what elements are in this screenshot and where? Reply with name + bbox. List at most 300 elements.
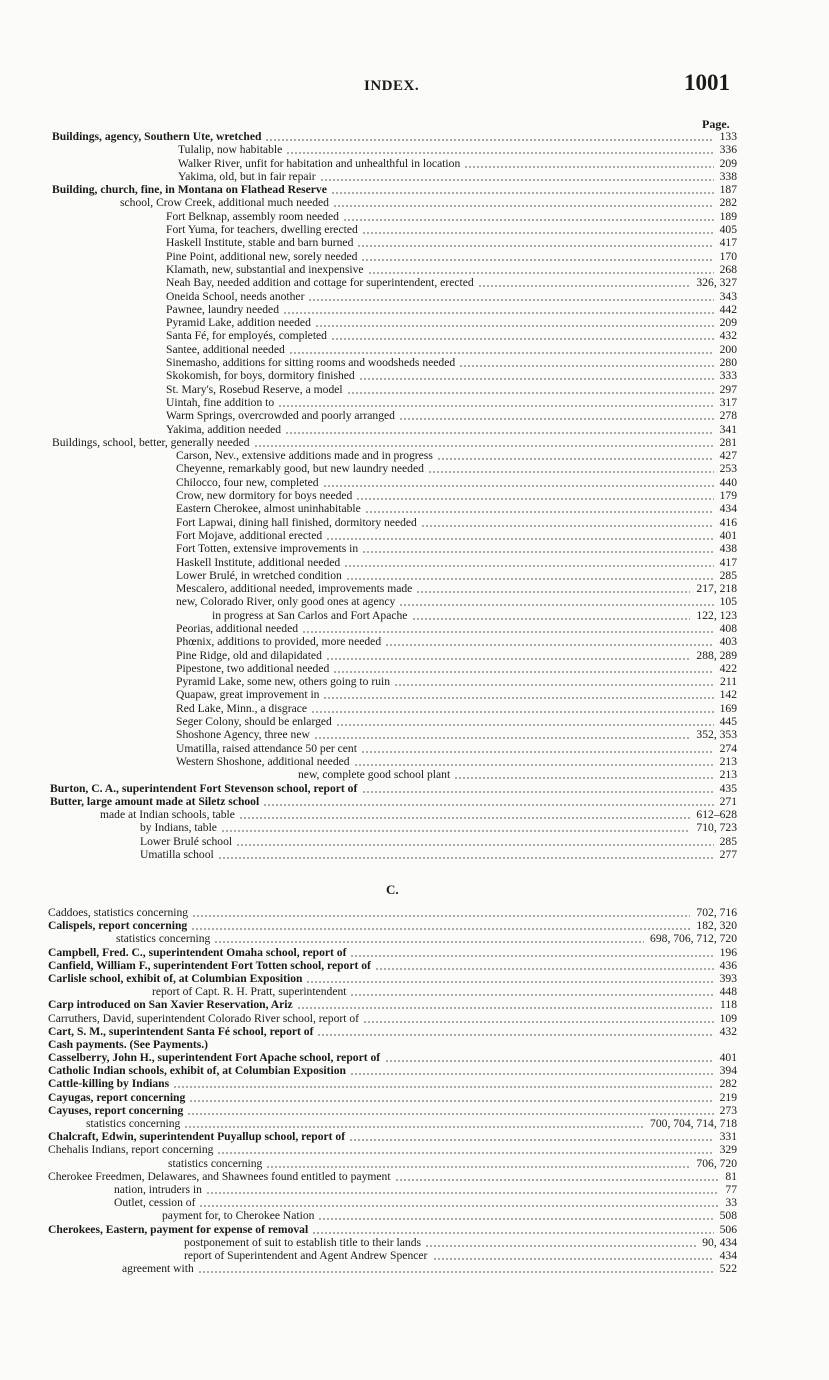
entry-text: Catholic Indian schools, exhibit of, at Columbian Exposition	[48, 1064, 346, 1078]
index-entry	[0, 476, 829, 489]
entry-text: Santee, additional needed	[166, 342, 285, 356]
entry-page-number: 282	[719, 1077, 737, 1091]
entry-text: Calispels, report concerning	[48, 919, 188, 933]
entry-text: Chalcraft, Edwin, superintendent Puyallup school, report of	[48, 1130, 346, 1144]
leader-dots	[437, 458, 714, 460]
leader-dots	[326, 538, 713, 540]
index-entry	[0, 130, 829, 143]
leader-dots	[184, 1126, 644, 1128]
index-entry	[0, 1104, 829, 1117]
entry-text: Shoshone Agency, three new	[176, 728, 310, 742]
entry-text: Western Shoshone, additional needed	[176, 754, 350, 768]
entry-text: Cherokee Freedmen, Delawares, and Shawnees found entitled to payment	[48, 1169, 391, 1183]
index-entry	[0, 848, 829, 861]
entry-text: Quapaw, great improvement in	[176, 688, 320, 702]
entry-text: Mescalero, additional needed, improvements made	[176, 582, 413, 596]
entry-text: Fort Totten, extensive improvements in	[176, 542, 359, 556]
leader-dots	[315, 325, 714, 327]
index-entry	[0, 263, 829, 276]
entry-text: agreement with	[122, 1262, 194, 1276]
leader-dots	[221, 830, 690, 832]
entry-page-number: 253	[719, 462, 737, 476]
leader-dots	[239, 817, 691, 819]
page-header	[0, 70, 829, 100]
index-entry	[0, 1117, 829, 1130]
entry-page-number: 422	[719, 661, 737, 675]
entry-text: postponement of suit to establish title to their lands	[184, 1235, 421, 1249]
index-entry	[0, 1130, 829, 1143]
entry-text: made at Indian schools, table	[100, 808, 235, 822]
entry-text: Chehalis Indians, report concerning	[48, 1143, 214, 1157]
leader-dots	[333, 205, 714, 207]
leader-dots	[368, 272, 714, 274]
index-entry	[0, 449, 829, 462]
entry-page-number: 282	[719, 196, 737, 210]
entry-page-number: 200	[719, 342, 737, 356]
entry-text: Skokomish, for boys, dormitory finished	[166, 369, 355, 383]
entry-page-number: 326, 327	[696, 276, 737, 290]
index-entry	[0, 1262, 829, 1275]
leader-dots	[317, 1034, 713, 1036]
leader-dots	[314, 737, 690, 739]
leader-dots	[318, 1218, 713, 1220]
entry-page-number: 417	[719, 555, 737, 569]
entry-page-number: 710, 723	[696, 821, 737, 835]
section-heading-c: C.	[386, 882, 399, 897]
leader-dots	[306, 981, 713, 983]
entry-page-number: 329	[719, 1143, 737, 1157]
entry-page-number: 187	[719, 183, 737, 197]
entry-text: nation, intruders in	[114, 1182, 202, 1196]
index-entry	[0, 635, 829, 648]
index-entry	[0, 196, 829, 209]
entry-text: Pyramid Lake, addition needed	[166, 316, 311, 330]
leader-dots	[206, 1192, 720, 1194]
entry-text: Pipestone, two additional needed	[176, 661, 330, 675]
entry-text: Buildings, school, better, generally needed	[52, 435, 250, 449]
leader-dots	[336, 724, 714, 726]
leader-dots	[375, 968, 713, 970]
entry-page-number: 273	[719, 1103, 737, 1117]
leader-dots	[394, 684, 714, 686]
leader-dots	[399, 418, 714, 420]
index-entry	[0, 972, 829, 985]
entry-text: Haskell Institute, stable and barn burned	[166, 236, 354, 250]
running-title: INDEX.	[364, 78, 420, 94]
entry-text: Eastern Cherokee, almost uninhabitable	[176, 502, 361, 516]
entry-page-number: 434	[719, 502, 737, 516]
entry-page-number: 33	[725, 1196, 737, 1210]
index-entry	[0, 946, 829, 959]
index-entry	[0, 609, 829, 622]
entry-page-number: 432	[719, 1024, 737, 1038]
entry-page-number: 331	[719, 1130, 737, 1144]
leader-dots	[350, 994, 713, 996]
leader-dots	[312, 1232, 713, 1234]
leader-dots	[454, 777, 713, 779]
entry-page-number: 438	[719, 542, 737, 556]
entry-page-number: 317	[719, 395, 737, 409]
leader-dots	[421, 525, 714, 527]
index-entry	[0, 688, 829, 701]
index-entry	[0, 919, 829, 932]
entry-page-number: 219	[719, 1090, 737, 1104]
leader-dots	[189, 1100, 713, 1102]
entry-page-number: 196	[719, 945, 737, 959]
index-entry	[0, 183, 829, 196]
entry-text: in progress at San Carlos and Fort Apache	[212, 608, 408, 622]
leader-dots	[354, 764, 714, 766]
leader-dots	[395, 1179, 720, 1181]
entry-text: Carruthers, David, superintendent Colorado River school, report of	[48, 1011, 360, 1025]
leader-dots	[349, 1139, 714, 1141]
leader-dots	[365, 511, 714, 513]
entry-text: Cash payments. (See Payments.)	[48, 1037, 209, 1051]
leader-dots	[214, 941, 644, 943]
entry-page-number: 338	[719, 169, 737, 183]
entry-text: Fort Mojave, additional erected	[176, 528, 323, 542]
leader-dots	[385, 1060, 714, 1062]
entry-text: statistics concerning	[86, 1117, 181, 1130]
entry-text: Pyramid Lake, some new, others going to ruin	[176, 675, 391, 689]
entry-text: Carson, Nev., extensive additions made and in progress	[176, 449, 433, 463]
index-entry	[0, 343, 829, 356]
leader-dots	[173, 1086, 713, 1088]
index-entry	[0, 595, 829, 608]
entry-page-number: 274	[719, 741, 737, 755]
index-entry	[0, 423, 829, 436]
leader-dots	[198, 1271, 714, 1273]
entry-page-number: 285	[719, 834, 737, 848]
index-entry	[0, 1209, 829, 1222]
entry-text: Walker River, unfit for habitation and unhealthful in location	[178, 156, 461, 170]
leader-dots	[362, 791, 714, 793]
leader-dots	[331, 192, 714, 194]
entry-page-number: 341	[719, 422, 737, 436]
index-entry	[0, 556, 829, 569]
leader-dots	[263, 804, 713, 806]
entry-page-number: 278	[719, 409, 737, 423]
entry-text: Cayugas, report concerning	[48, 1090, 186, 1104]
index-entry	[0, 1038, 829, 1051]
leader-dots	[191, 928, 690, 930]
entry-page-number: 182, 320	[696, 919, 737, 933]
index-entry	[0, 157, 829, 170]
index-entry	[0, 1143, 829, 1156]
entry-text: Sinemasho, additions for sitting rooms and woodsheds needed	[166, 356, 456, 370]
entry-page-number: 416	[719, 515, 737, 529]
entry-page-number: 522	[719, 1262, 737, 1276]
entry-text: payment for, to Cherokee Nation	[162, 1209, 315, 1223]
leader-dots	[265, 139, 713, 141]
entry-page-number: 401	[719, 528, 737, 542]
leader-dots	[416, 591, 690, 593]
entry-page-number: 448	[719, 985, 737, 999]
index-entry	[0, 662, 829, 675]
index-entry	[0, 959, 829, 972]
entry-page-number: 142	[719, 688, 737, 702]
entry-page-number: 403	[719, 635, 737, 649]
index-entry	[0, 1157, 829, 1170]
page-number: 1001	[684, 70, 730, 95]
entry-page-number: 189	[719, 209, 737, 223]
index-entry	[0, 1025, 829, 1038]
entry-text: new, Colorado River, only good ones at agency	[176, 595, 396, 609]
entry-text: Neah Bay, needed addition and cottage for superintendent, erected	[166, 276, 474, 290]
leader-dots	[412, 618, 690, 620]
entry-page-number: 508	[719, 1209, 737, 1223]
index-entry	[0, 329, 829, 342]
leader-dots	[311, 711, 714, 713]
index-entry	[0, 1091, 829, 1104]
entry-page-number: 401	[719, 1051, 737, 1065]
entry-page-number: 288, 289	[696, 648, 737, 662]
index-entry	[0, 1196, 829, 1209]
index-entry	[0, 170, 829, 183]
entry-page-number: 77	[725, 1182, 737, 1196]
index-entry	[0, 932, 829, 945]
entry-page-number: 268	[719, 262, 737, 276]
entry-page-number: 417	[719, 236, 737, 250]
entry-page-number: 405	[719, 223, 737, 237]
entry-page-number: 436	[719, 958, 737, 972]
entry-text: Umatilla, raised attendance 50 per cent	[176, 741, 357, 755]
index-entry	[0, 1077, 829, 1090]
entry-text: St. Mary's, Rosebud Reserve, a model	[166, 382, 343, 396]
index-entry	[0, 396, 829, 409]
entry-text: Pine Ridge, old and dilapidated	[176, 648, 322, 662]
entry-page-number: 333	[719, 369, 737, 383]
entry-page-number: 427	[719, 449, 737, 463]
leader-dots	[346, 578, 714, 580]
leader-dots	[283, 312, 714, 314]
entry-text: Cart, S. M., superintendent Santa Fé school, report of	[48, 1024, 314, 1038]
index-entry	[0, 529, 829, 542]
entry-text: Lower Brulé school	[140, 834, 233, 848]
entry-text: Seger Colony, should be enlarged	[176, 715, 332, 729]
leader-dots	[218, 857, 714, 859]
entry-page-number: 133	[719, 130, 737, 143]
index-entry	[0, 808, 829, 821]
index-entry	[0, 409, 829, 422]
entry-page-number: 213	[719, 768, 737, 782]
leader-dots	[187, 1113, 713, 1115]
leader-dots	[347, 392, 714, 394]
index-entry	[0, 210, 829, 223]
entry-page-number: 440	[719, 475, 737, 489]
index-entry	[0, 728, 829, 741]
entry-text: Cherokees, Eastern, payment for expense of removal	[48, 1222, 309, 1236]
entry-text: Pine Point, additional new, sorely needed	[166, 249, 358, 263]
index-entry	[0, 502, 829, 515]
leader-dots	[385, 644, 713, 646]
entry-text: Yakima, addition needed	[166, 422, 282, 436]
index-entry	[0, 742, 829, 755]
leader-dots	[356, 498, 713, 500]
leader-dots	[399, 604, 713, 606]
entry-text: by Indians, table	[140, 821, 217, 835]
leader-dots	[361, 259, 713, 261]
index-entry	[0, 755, 829, 768]
entry-text: Canfield, William F., superintendent Fort Totten school, report of	[48, 958, 371, 972]
entry-text: Phœnix, additions to provided, more needed	[176, 635, 382, 649]
index-entry	[0, 369, 829, 382]
entry-page-number: 271	[719, 794, 737, 808]
leader-dots	[433, 1258, 714, 1260]
leader-dots	[323, 485, 714, 487]
entry-page-number: 105	[719, 595, 737, 609]
leader-dots	[350, 1073, 714, 1075]
entry-text: Santa Fé, for employés, completed	[166, 329, 327, 343]
entry-text: Fort Lapwai, dining hall finished, dormitory needed	[176, 515, 417, 529]
index-entry	[0, 675, 829, 688]
index-entry	[0, 1223, 829, 1236]
leader-dots	[361, 751, 714, 753]
entry-page-number: 612–628	[696, 808, 737, 822]
entry-text: Klamath, new, substantial and inexpensive	[166, 262, 364, 276]
leader-dots	[278, 405, 713, 407]
entry-page-number: 394	[719, 1064, 737, 1078]
entry-text: Buildings, agency, Southern Ute, wretched	[52, 130, 262, 143]
index-entry	[0, 998, 829, 1011]
index-entry	[0, 835, 829, 848]
entry-text: Fort Yuma, for teachers, dwelling erected	[166, 223, 358, 237]
entry-text: Chilocco, four new, completed	[176, 475, 319, 489]
index-entry	[0, 702, 829, 715]
index-entry	[0, 489, 829, 502]
entry-text: Casselberry, John H., superintendent Fort Apache school, report of	[48, 1051, 381, 1065]
entry-text: statistics concerning	[116, 932, 211, 946]
entry-text: Pawnee, laundry needed	[166, 302, 279, 316]
leader-dots	[344, 565, 713, 567]
entry-page-number: 393	[719, 971, 737, 985]
index-entry	[0, 622, 829, 635]
index-entry	[0, 1249, 829, 1262]
index-entry	[0, 1064, 829, 1077]
index-entry	[0, 1236, 829, 1249]
index-entry	[0, 383, 829, 396]
entry-page-number: 211	[720, 675, 737, 689]
entry-text: report of Capt. R. H. Pratt, superintendent	[152, 985, 347, 999]
index-entry	[0, 516, 829, 529]
entry-page-number: 122, 123	[696, 608, 737, 622]
entry-text: Umatilla school	[140, 848, 214, 862]
index-entry	[0, 542, 829, 555]
leader-dots	[254, 445, 714, 447]
entry-page-number: 169	[719, 701, 737, 715]
index-entry	[0, 569, 829, 582]
index-entry	[0, 303, 829, 316]
entry-text: Uintah, fine addition to	[166, 395, 275, 409]
index-section-c	[0, 906, 829, 1275]
entry-page-number: 445	[719, 715, 737, 729]
index-entry	[0, 582, 829, 595]
entry-page-number: 434	[719, 1248, 737, 1262]
entry-page-number: 217, 218	[696, 582, 737, 596]
entry-text: new, complete good school plant	[298, 768, 451, 782]
leader-dots	[478, 285, 691, 287]
entry-page-number: 209	[719, 316, 737, 330]
leader-dots	[285, 432, 714, 434]
page-column-label: Page.	[702, 117, 730, 131]
entry-page-number: 109	[719, 1011, 737, 1025]
leader-dots	[331, 338, 714, 340]
entry-text: Crow, new dormitory for boys needed	[176, 489, 353, 503]
index-entry	[0, 715, 829, 728]
entry-text: Oneida School, needs another	[166, 289, 305, 303]
index-entry	[0, 316, 829, 329]
entry-text: Cayuses, report concerning	[48, 1103, 184, 1117]
entry-page-number: 81	[725, 1169, 737, 1183]
leader-dots	[343, 219, 714, 221]
entry-page-number: 179	[719, 489, 737, 503]
leader-dots	[326, 658, 691, 660]
entry-page-number: 213	[719, 754, 737, 768]
entry-text: school, Crow Creek, additional much needed	[120, 196, 329, 210]
leader-dots	[297, 1007, 714, 1009]
entry-text: Caddoes, statistics concerning	[48, 906, 189, 919]
leader-dots	[302, 631, 714, 633]
index-entry	[0, 1051, 829, 1064]
entry-text: Campbell, Fred. C., superintendent Omaha school, report of	[48, 945, 347, 959]
index-entry	[0, 143, 829, 156]
leader-dots	[320, 179, 714, 181]
entry-text: Lower Brulé, in wretched condition	[176, 568, 342, 582]
entry-text: Burton, C. A., superintendent Fort Stevenson school, report of	[50, 781, 358, 795]
index-entry	[0, 1170, 829, 1183]
index-entry	[0, 250, 829, 263]
index-entry	[0, 290, 829, 303]
leader-dots	[363, 1021, 714, 1023]
index-entry	[0, 276, 829, 289]
entry-page-number: 170	[719, 249, 737, 263]
entry-page-number: 280	[719, 356, 737, 370]
entry-page-number: 297	[719, 382, 737, 396]
leader-dots	[308, 299, 713, 301]
entry-text: report of Superintendent and Agent Andrew Spencer	[184, 1248, 428, 1262]
index-entry	[0, 768, 829, 781]
entry-text: Tulalip, now habitable	[178, 143, 283, 157]
entry-page-number: 435	[719, 781, 737, 795]
entry-text: Warm Springs, overcrowded and poorly arranged	[166, 409, 395, 423]
entry-page-number: 432	[719, 329, 737, 343]
entry-page-number: 277	[719, 848, 737, 862]
entry-text: Butter, large amount made at Siletz school	[50, 794, 260, 808]
entry-page-number: 506	[719, 1222, 737, 1236]
leader-dots	[289, 352, 714, 354]
entry-text: Haskell Institute, additional needed	[176, 555, 341, 569]
entry-page-number: 700, 704, 714, 718	[650, 1117, 737, 1130]
entry-text: Yakima, old, but in fair repair	[178, 169, 316, 183]
entry-page-number: 698, 706, 712, 720	[650, 932, 737, 946]
entry-page-number: 285	[719, 568, 737, 582]
entry-page-number: 336	[719, 143, 737, 157]
entry-text: Red Lake, Minn., a disgrace	[176, 701, 308, 715]
leader-dots	[323, 697, 713, 699]
index-entry	[0, 795, 829, 808]
entry-text: Carp introduced on San Xavier Reservation, Ariz	[48, 998, 293, 1012]
index-entry	[0, 223, 829, 236]
index-entry	[0, 649, 829, 662]
leader-dots	[362, 551, 713, 553]
leader-dots	[362, 232, 713, 234]
entry-text: Building, church, fine, in Montana on Flathead Reserve	[52, 183, 327, 197]
leader-dots	[428, 471, 714, 473]
leader-dots	[350, 955, 713, 957]
entry-page-number: 408	[719, 621, 737, 635]
leader-dots	[459, 365, 713, 367]
leader-dots	[359, 378, 714, 380]
